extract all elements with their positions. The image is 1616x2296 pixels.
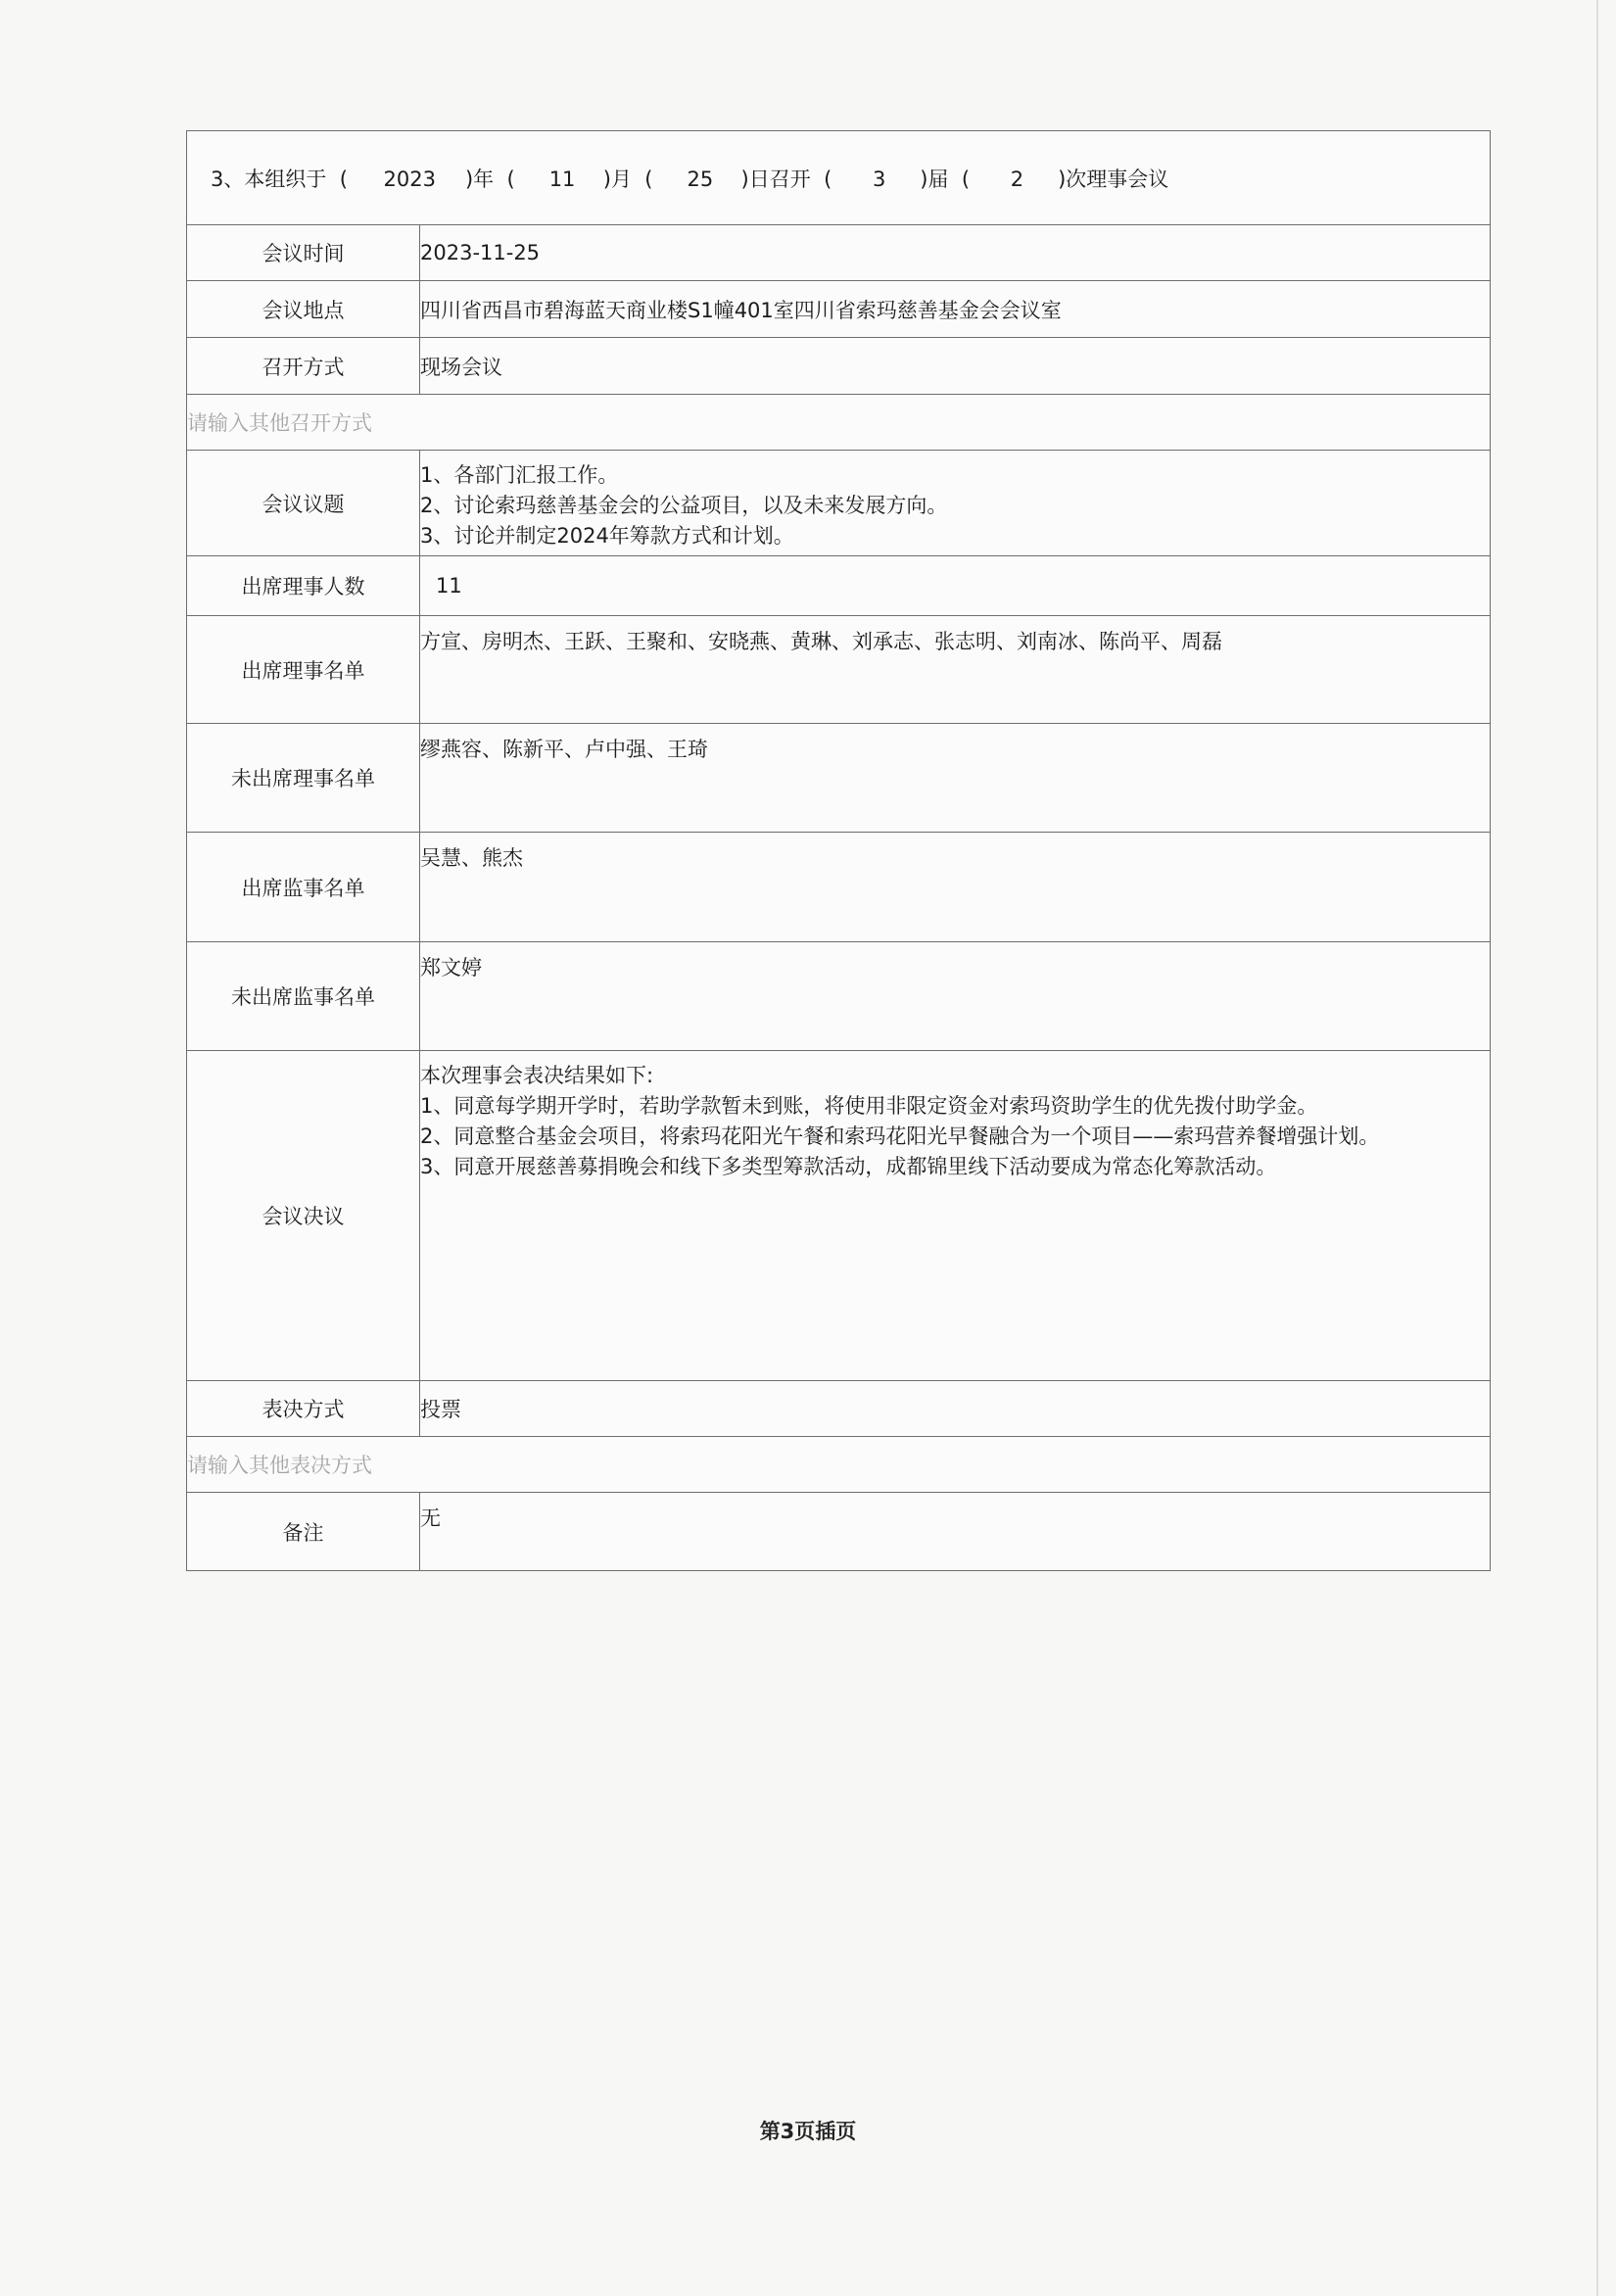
method-other-input: 请输入其他召开方式: [187, 395, 1491, 451]
resolution-line: 2、同意整合基金会项目，将索玛花阳光午餐和索玛花阳光早餐融合为一个项目——索玛营养餐增强计划。: [420, 1124, 1380, 1148]
value-attend-count: 11: [420, 556, 1491, 616]
header-session-unit: 届: [927, 167, 949, 191]
value-supervisor-absent: 郑文婷: [420, 942, 1491, 1051]
label-vote: 表决方式: [187, 1381, 420, 1437]
row-topics: [187, 451, 1491, 556]
row-place: [187, 281, 1491, 338]
value-attend-list: 方宣、房明杰、王跃、王聚和、安晓燕、黄琳、刘承志、张志明、刘南冰、陈尚平、周磊: [420, 616, 1491, 724]
page-footer: 第3页插页: [759, 2120, 857, 2143]
header-year-unit: 年: [473, 167, 495, 191]
header-prefix: 3、本组织于: [211, 167, 327, 191]
label-attend-count: 出席理事人数: [187, 556, 420, 616]
label-place: 会议地点: [187, 281, 420, 338]
row-absent-list: [187, 724, 1491, 833]
header-year: 2023: [383, 167, 436, 191]
label-supervisor-attend: 出席监事名单: [187, 833, 420, 942]
header-day-unit: 日召开: [748, 167, 811, 191]
header-row: [187, 131, 1491, 225]
value-supervisor-attend: 吴慧、熊杰: [420, 833, 1491, 942]
row-attend-list: [187, 616, 1491, 724]
row-time: [187, 225, 1491, 281]
row-attend-count: [187, 556, 1491, 616]
scan-edge: [1596, 0, 1598, 2296]
label-topics: 会议议题: [187, 451, 420, 556]
label-absent-list: 未出席理事名单: [187, 724, 420, 833]
value-method: 现场会议: [420, 338, 1491, 395]
value-resolution: [420, 1051, 1491, 1381]
label-resolution: 会议决议: [187, 1051, 420, 1381]
row-method-other: [187, 395, 1491, 451]
row-method: [187, 338, 1491, 395]
header-session: 3: [872, 167, 886, 191]
topic-line: 2、讨论索玛慈善基金会的公益项目，以及未来发展方向。: [420, 494, 948, 517]
row-supervisor-absent: [187, 942, 1491, 1051]
value-absent-list: 缪燕容、陈新平、卢中强、王琦: [420, 724, 1491, 833]
resolution-line: 3、同意开展慈善募捐晚会和线下多类型筹款活动，成都锦里线下活动要成为常态化筹款活动。: [420, 1155, 1277, 1178]
value-remarks: 无: [420, 1493, 1491, 1571]
meeting-header: 3、本组织于 ( 2023 )年 ( 11 )月 ( 25 )日召开 ( 3 )届 ( 2 )次理事会议: [187, 131, 1491, 225]
header-month: 11: [548, 167, 576, 191]
header-count: 2: [1010, 167, 1024, 191]
row-vote: [187, 1381, 1491, 1437]
value-topics: [420, 451, 1491, 556]
topic-line: 1、各部门汇报工作。: [420, 463, 619, 487]
resolution-line: 1、同意每学期开学时，若助学款暂未到账，将使用非限定资金对索玛资助学生的优先拨付助学金。: [420, 1094, 1318, 1118]
resolution-line: 本次理事会表决结果如下:: [420, 1064, 654, 1087]
row-remarks: [187, 1493, 1491, 1571]
label-remarks: 备注: [187, 1493, 420, 1571]
vote-other-input: 请输入其他表决方式: [187, 1437, 1491, 1493]
label-method: 召开方式: [187, 338, 420, 395]
header-month-unit: 月: [610, 167, 632, 191]
row-supervisor-attend: [187, 833, 1491, 942]
topic-line: 3、讨论并制定2024年筹款方式和计划。: [420, 524, 794, 548]
label-supervisor-absent: 未出席监事名单: [187, 942, 420, 1051]
row-vote-other: [187, 1437, 1491, 1493]
row-resolution: [187, 1051, 1491, 1381]
label-attend-list: 出席理事名单: [187, 616, 420, 724]
label-time: 会议时间: [187, 225, 420, 281]
header-suffix: 次理事会议: [1066, 167, 1169, 191]
value-place: 四川省西昌市碧海蓝天商业楼S1幢401室四川省索玛慈善基金会会议室: [420, 281, 1491, 338]
header-day: 25: [687, 167, 714, 191]
value-vote: 投票: [420, 1381, 1491, 1437]
value-time: 2023-11-25: [420, 225, 1491, 281]
meeting-record-table: [186, 130, 1491, 1571]
